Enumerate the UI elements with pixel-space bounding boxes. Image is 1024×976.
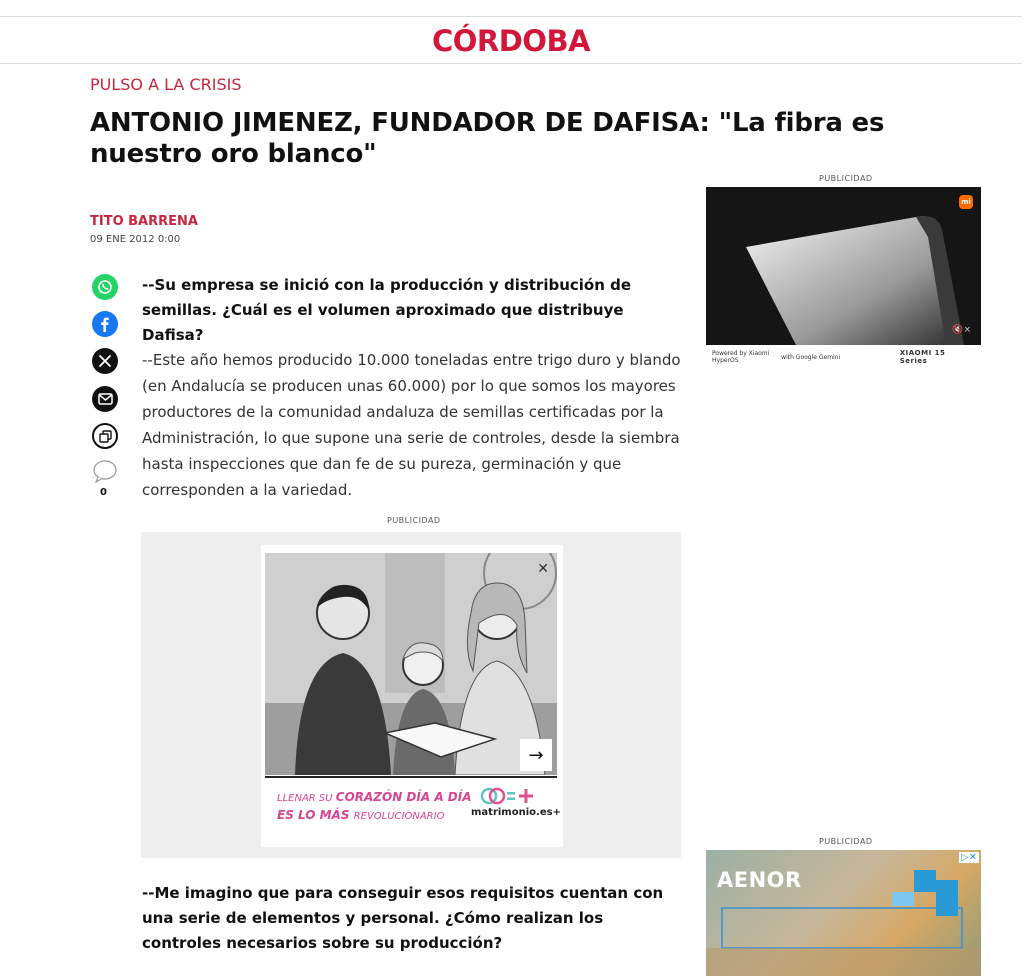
whatsapp-icon (97, 279, 113, 295)
phone-render-illustration (706, 187, 981, 345)
copy-link-button[interactable] (92, 423, 118, 449)
google-gemini-label: with Google Gemini (781, 353, 841, 361)
question-2: --Me imagino que para conseguir esos requisitos cuentan con una serie de elementos y personal. ¿Cómo realizan los controles necesarios sobre su producción? (142, 884, 664, 952)
xiaomi-logo-icon: mi (959, 195, 973, 209)
whatsapp-share-button[interactable] (92, 274, 118, 300)
adchoices-icon[interactable]: ▷✕ (960, 852, 977, 863)
answer-1: --Este año hemos producido 10.000 toneladas entre trigo duro y blando (en Andalucía se producen unas 60.000) por lo que somos los mayores productores de la comunidad andaluza de semillas certificadas por la Administración, lo que supone una serie de controles, desde la siembra hasta inspecciones que dan fe de su pureza, germinación y que corresponden a la variedad. (142, 351, 681, 499)
ad-brand-name: matrimonio.es+ (471, 807, 561, 818)
facebook-share-button[interactable] (92, 311, 118, 337)
xiaomi-hyperos-label: Powered by Xiaomi HyperOS (712, 350, 770, 364)
facebook-icon (98, 316, 112, 332)
section-label[interactable]: PULSO A LA CRISIS (90, 75, 242, 94)
ad-arrow-button[interactable]: → (520, 739, 552, 771)
question-1: --Su empresa se inició con la producción y distribución de semillas. ¿Cuál es el volumen aproximado que distribuye Dafisa? (142, 276, 632, 344)
ad-slogan-1b: CORAZÓN DÍA A DÍA (335, 790, 472, 804)
xiaomi-ad[interactable] (706, 187, 981, 369)
x-share-button[interactable] (92, 348, 118, 374)
copy-icon (99, 430, 112, 443)
email-share-button[interactable] (92, 386, 118, 412)
ad-label-right-2: PUBLICIDAD (819, 837, 873, 846)
x-icon (98, 354, 112, 368)
comments-button[interactable] (92, 458, 118, 484)
ad-slogan-2b: REVOLUCIONARIO (353, 811, 445, 822)
mail-icon (98, 393, 113, 405)
ad-close-icon[interactable]: ✕ (537, 561, 549, 577)
site-header (0, 16, 1022, 64)
article-title: ANTONIO JIMENEZ, FUNDADOR DE DAFISA: "La fibra es nuestro oro blanco" (90, 108, 885, 169)
aenor-logo: AENOR (717, 868, 802, 892)
ad-label: PUBLICIDAD (387, 516, 441, 525)
xiaomi-series-label: XIAOMI 15 Series (899, 349, 946, 365)
ad-slogan (277, 789, 477, 825)
ad-label-right-1: PUBLICIDAD (819, 174, 873, 183)
family-illustration (265, 553, 557, 775)
ad-divider (265, 776, 557, 778)
author-name[interactable]: TITO BARRENA (90, 214, 198, 229)
publish-date: 09 ENE 2012 0:00 (90, 234, 181, 245)
xiaomi-ad-footer (706, 345, 981, 369)
ad-slogan-2a: ES LO MÁS (277, 808, 354, 822)
comment-icon (92, 459, 118, 483)
aenor-ad[interactable] (706, 850, 981, 976)
matrimonio-logo-icon (479, 785, 539, 807)
site-logo[interactable]: CÓRDOBA (431, 24, 591, 58)
ad-slogan-1a: LLENAR SU (277, 793, 336, 804)
ad-creative[interactable] (261, 545, 563, 847)
mute-icon[interactable]: 🔇× (952, 325, 971, 335)
comment-count: 0 (100, 487, 107, 498)
ad-illustration (265, 553, 557, 775)
